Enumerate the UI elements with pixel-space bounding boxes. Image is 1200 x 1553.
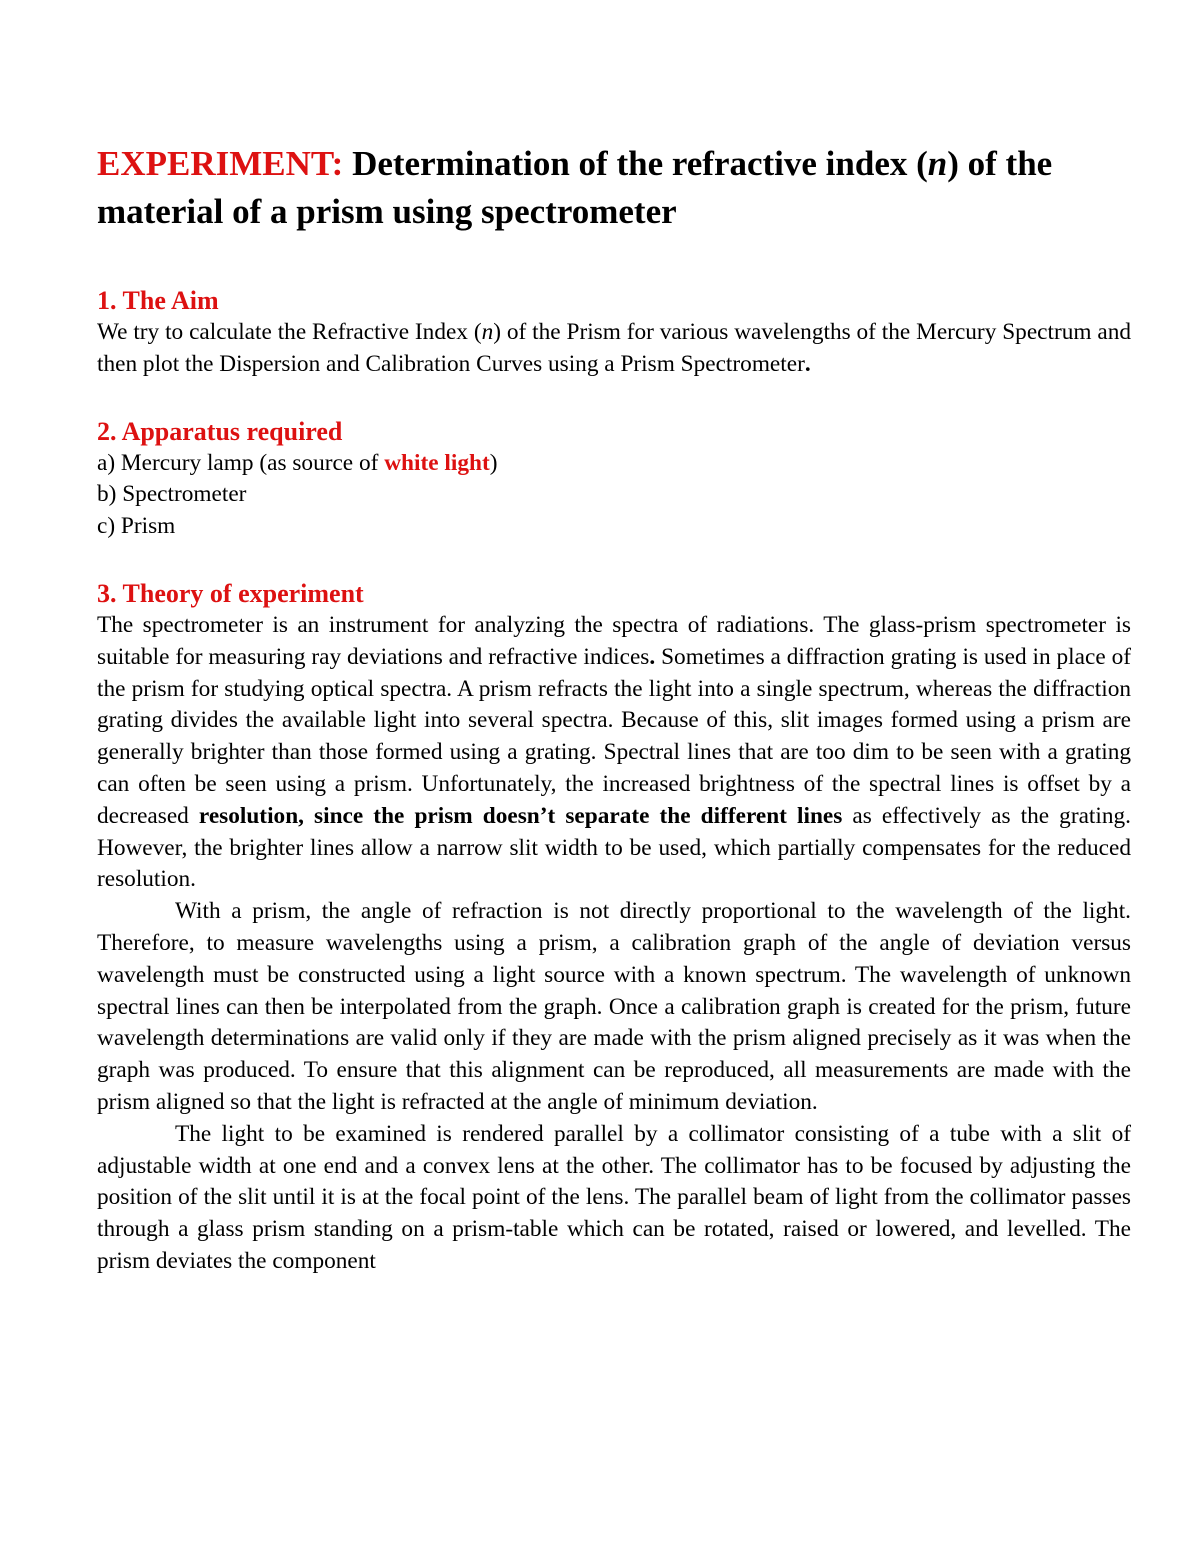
theory-heading: 3. Theory of experiment [97,578,364,608]
aim-variable: n [481,319,494,345]
title-lead: EXPERIMENT: [97,144,344,183]
aim-paragraph [97,317,1131,381]
apparatus-item-a-close: ) [489,449,498,476]
apparatus-item-a-text: a) Mercury lamp (as source of [97,449,385,476]
title-variable: n [927,144,948,183]
experiment-title [97,140,1131,236]
theory-p1-dot: . [649,643,656,670]
aim-text-1: We try to calculate the Refractive Index ( [97,319,482,345]
apparatus-list [97,448,1131,543]
theory-p1-text-b: Sometimes a diffraction grating is used in place of the prism for studying optical spectra. A prism refracts the light into a single spectrum, whereas the diffraction grating divides the available light into several spectra. Because of this, slit images formed using a prism are generally brighter than those formed using a grating. Spectral lines that are too dim to be seen with a grating can often be seen using a prism. Unfortunately, the increased brightness of the spectral lines is offset by a decreased [97,643,1131,829]
theory-paragraph-2: With a prism, the angle of refraction is not directly proportional to the wavelength of the light. Therefore, to measure wavelengths using a prism, a calibration graph of the angle of deviation versus wavelength must be constructed using a light source with a known spectrum. The wavelength of unknown spectral lines can then be interpolated from the graph. Once a calibration graph is created for the prism, future wavelength determinations are valid only if they are made with the prism aligned precisely as it was when the graph was produced. To ensure that this alignment can be reproduced, all measurements are made with the prism aligned so that the light is refracted at the angle of minimum deviation. [97,898,1131,1115]
aim-heading: 1. The Aim [97,286,219,315]
white-light-highlight: white light [384,449,490,476]
title-text-2: ) of the material of a prism using spectrometer [97,144,1053,231]
apparatus-item-c: c) Prism [97,513,176,540]
title-text-1: Determination of the refractive index ( [343,144,928,183]
document-body [97,140,1131,1278]
theory-p1-text-a: The spectrometer is an instrument for analyzing the spectra of radiations. The glass-prism spectrometer is suitable for measuring ray deviations and refractive indices [97,611,1131,670]
aim-text-2: ) of the Prism for various wavelengths of the Mercury Spectrum and then plot the Dispersion and Calibration Curves using a Prism Spectrometer [97,319,1131,377]
aim-period: . [804,350,811,377]
theory-p1-bold: resolution, since the prism doesn’t separate the different lines [198,802,843,829]
theory-p1-text-c: as effectively as the grating. However, the brighter lines allow a narrow slit width to be used, which partially compensates for the reduced resolution. [97,802,1131,893]
theory-paragraph-3: The light to be examined is rendered parallel by a collimator consisting of a tube with a slit of adjustable width at one end and a convex lens at the other. The collimator has to be focused by adjusting the position of the slit until it is at the focal point of the lens. The parallel beam of light from the collimator passes through a glass prism standing on a prism-table which can be rotated, raised or lowered, and levelled. The prism deviates the component [97,1120,1131,1274]
apparatus-item-a [97,448,1131,480]
theory-paragraph-1 [97,610,1131,896]
apparatus-item-b: b) Spectrometer [97,481,247,508]
apparatus-heading: 2. Apparatus required [97,416,343,446]
